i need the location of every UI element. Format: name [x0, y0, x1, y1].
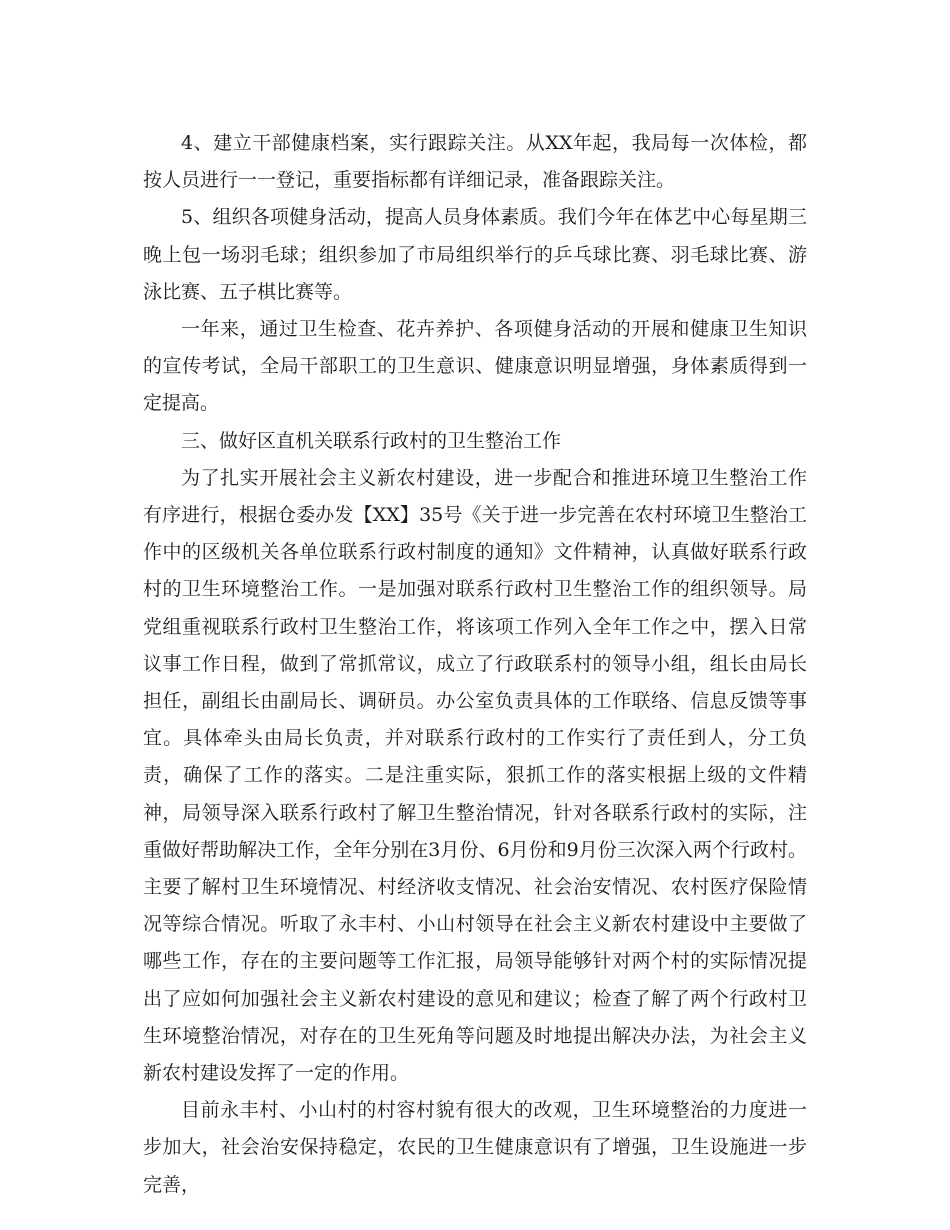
document-body: [143, 125, 807, 1204]
section-heading-village-sanitation: 三、做好区直机关联系行政村的卫生整治工作: [181, 429, 562, 452]
paragraph-current-situation: 目前永丰村、小山村的村容村貌有很大的改观，卫生环境整治的力度进一步加大，社会治安保持稳定，农民的卫生健康意识有了增强，卫生设施进一步完善，: [143, 1099, 807, 1196]
paragraph-annual-summary: 一年来，通过卫生检查、花卉养护、各项健身活动的开展和健康卫生知识的宣传考试，全局干部职工的卫生意识、健康意识明显增强，身体素质得到一定提高。: [143, 318, 807, 415]
paragraph-village-sanitation-work: 为了扎实开展社会主义新农村建设，进一步配合和推进环境卫生整治工作有序进行，根据仓委办发【XX】35号《关于进一步完善在农村环境卫生整治工作中的区级机关各单位联系行政村制度的通知》文件精神，认真做好联系行政村的卫生环境整治工作。一是加强对联系行政村卫生整治工作的组织领导。局党组重视联系行政村卫生整治工作，将该项工作列入全年工作之中，摆入日常议事工作日程，做到了常抓常议，成立了行政联系村的领导小组，组长由局长担任，副组长由副局长、调研员。办公室负责具体的工作联络、信息反馈等事宜。具体牵头由局长负责，并对联系行政村的工作实行了责任到人，分工负责，确保了工作的落实。二是注重实际，狠抓工作的落实根据上级的文件精神，局领导深入联系行政村了解卫生整治情况，针对各联系行政村的实际，注重做好帮助解决工作，全年分别在3月份、6月份和9月份三次深入两个行政村。主要了解村卫生环境情况、村经济收支情况、社会治安情况、农村医疗保险情况等综合情况。听取了永丰村、小山村领导在社会主义新农村建设中主要做了哪些工作，存在的主要问题等工作汇报，局领导能够针对两个村的实际情况提出了应如何加强社会主义新农村建设的意见和建议；检查了解了两个行政村卫生环境整治情况，对存在的卫生死角等问题及时地提出解决办法，为社会主义新农村建设发挥了一定的作用。: [143, 466, 807, 1085]
paragraph-fitness-activities: 5、组织各项健身活动，提高人员身体素质。我们今年在体艺中心每星期三晚上包一场羽毛球；组织参加了市局组织举行的乒乓球比赛、羽毛球比赛、游泳比赛、五子棋比赛等。: [143, 206, 807, 303]
paragraph-health-records: 4、建立干部健康档案，实行跟踪关注。从XX年起，我局每一次体检，都按人员进行一一登记，重要指标都有详细记录，准备跟踪关注。: [143, 132, 807, 192]
